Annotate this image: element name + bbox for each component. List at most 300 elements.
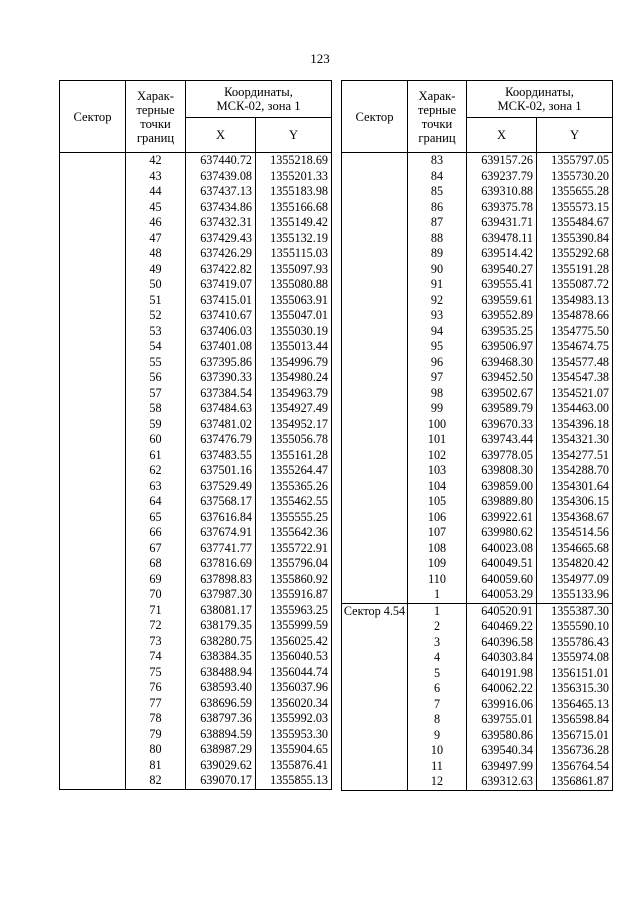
sector-cell bbox=[342, 759, 408, 775]
sector-cell bbox=[60, 231, 126, 247]
table-row bbox=[342, 541, 613, 557]
point-number-cell: 54 bbox=[126, 339, 186, 355]
point-number-cell: 106 bbox=[408, 510, 467, 526]
point-number-cell: 102 bbox=[408, 448, 467, 464]
sector-cell bbox=[60, 308, 126, 324]
sector-cell bbox=[60, 277, 126, 293]
x-coordinate-cell: 638593.40 bbox=[186, 680, 256, 696]
sector-cell bbox=[342, 619, 408, 635]
table-row bbox=[60, 727, 332, 743]
table-row bbox=[60, 169, 332, 185]
point-number-cell: 85 bbox=[408, 184, 467, 200]
y-coordinate-cell: 1355730.20 bbox=[537, 169, 613, 185]
y-coordinate-cell: 1355953.30 bbox=[256, 727, 332, 743]
table-row bbox=[342, 215, 613, 231]
x-coordinate-cell: 639237.79 bbox=[467, 169, 537, 185]
y-coordinate-cell: 1355063.91 bbox=[256, 293, 332, 309]
point-number-cell: 52 bbox=[126, 308, 186, 324]
x-coordinate-cell: 637674.91 bbox=[186, 525, 256, 541]
x-coordinate-cell: 637395.86 bbox=[186, 355, 256, 371]
point-number-cell: 100 bbox=[408, 417, 467, 433]
table-row bbox=[342, 246, 613, 262]
y-coordinate-cell: 1356598.84 bbox=[537, 712, 613, 728]
table-row bbox=[342, 200, 613, 216]
y-coordinate-cell: 1355132.19 bbox=[256, 231, 332, 247]
x-coordinate-cell: 637406.03 bbox=[186, 324, 256, 340]
x-coordinate-cell: 640469.22 bbox=[467, 619, 537, 635]
x-coordinate-cell: 639540.34 bbox=[467, 743, 537, 759]
sector-cell bbox=[342, 494, 408, 510]
x-coordinate-cell: 639497.99 bbox=[467, 759, 537, 775]
sector-cell bbox=[342, 153, 408, 169]
x-coordinate-cell: 639312.63 bbox=[467, 774, 537, 790]
sector-cell bbox=[342, 556, 408, 572]
x-coordinate-cell: 639540.27 bbox=[467, 262, 537, 278]
point-number-cell: 65 bbox=[126, 510, 186, 526]
x-coordinate-cell: 638280.75 bbox=[186, 634, 256, 650]
table-row bbox=[342, 650, 613, 666]
y-coordinate-cell: 1355999.59 bbox=[256, 618, 332, 634]
table-row bbox=[342, 401, 613, 417]
sector-cell bbox=[342, 169, 408, 185]
sector-cell bbox=[342, 277, 408, 293]
table-row bbox=[60, 386, 332, 402]
sector-cell bbox=[60, 463, 126, 479]
table-row bbox=[342, 448, 613, 464]
y-coordinate-cell: 1355390.84 bbox=[537, 231, 613, 247]
header-x: X bbox=[186, 118, 256, 153]
sector-cell bbox=[60, 370, 126, 386]
point-number-cell: 60 bbox=[126, 432, 186, 448]
table-row bbox=[60, 355, 332, 371]
header-x: X bbox=[467, 118, 537, 153]
sector-cell bbox=[342, 339, 408, 355]
y-coordinate-cell: 1354665.68 bbox=[537, 541, 613, 557]
sector-cell bbox=[60, 448, 126, 464]
y-coordinate-cell: 1356715.01 bbox=[537, 728, 613, 744]
y-coordinate-cell: 1356025.42 bbox=[256, 634, 332, 650]
y-coordinate-cell: 1354674.75 bbox=[537, 339, 613, 355]
x-coordinate-cell: 639552.89 bbox=[467, 308, 537, 324]
table-row bbox=[342, 525, 613, 541]
x-coordinate-cell: 639514.42 bbox=[467, 246, 537, 262]
x-coordinate-cell: 637384.54 bbox=[186, 386, 256, 402]
point-number-cell: 57 bbox=[126, 386, 186, 402]
x-coordinate-cell: 639778.05 bbox=[467, 448, 537, 464]
point-number-cell: 110 bbox=[408, 572, 467, 588]
point-number-cell: 53 bbox=[126, 324, 186, 340]
table-row bbox=[60, 758, 332, 774]
point-number-cell: 56 bbox=[126, 370, 186, 386]
header-sector: Сектор bbox=[342, 81, 408, 153]
x-coordinate-cell: 639859.00 bbox=[467, 479, 537, 495]
sector-cell bbox=[60, 246, 126, 262]
y-coordinate-cell: 1354547.38 bbox=[537, 370, 613, 386]
y-coordinate-cell: 1354980.24 bbox=[256, 370, 332, 386]
table-row bbox=[342, 728, 613, 744]
sector-cell bbox=[60, 355, 126, 371]
table-row bbox=[342, 587, 613, 603]
sector-cell bbox=[342, 401, 408, 417]
point-number-cell: 75 bbox=[126, 665, 186, 681]
sector-cell bbox=[60, 417, 126, 433]
table-row bbox=[60, 525, 332, 541]
x-coordinate-cell: 637529.49 bbox=[186, 479, 256, 495]
x-coordinate-cell: 639375.78 bbox=[467, 200, 537, 216]
sector-cell bbox=[342, 510, 408, 526]
x-coordinate-cell: 637439.08 bbox=[186, 169, 256, 185]
x-coordinate-cell: 639808.30 bbox=[467, 463, 537, 479]
x-coordinate-cell: 640062.22 bbox=[467, 681, 537, 697]
point-number-cell: 87 bbox=[408, 215, 467, 231]
point-number-cell: 107 bbox=[408, 525, 467, 541]
x-coordinate-cell: 639755.01 bbox=[467, 712, 537, 728]
point-number-cell: 74 bbox=[126, 649, 186, 665]
x-coordinate-cell: 637410.67 bbox=[186, 308, 256, 324]
point-number-cell: 76 bbox=[126, 680, 186, 696]
header-y: Y bbox=[256, 118, 332, 153]
table-row bbox=[342, 681, 613, 697]
sector-cell bbox=[60, 432, 126, 448]
table-row bbox=[60, 665, 332, 681]
point-number-cell: 9 bbox=[408, 728, 467, 744]
point-number-cell: 98 bbox=[408, 386, 467, 402]
table-row bbox=[60, 696, 332, 712]
sector-cell bbox=[342, 541, 408, 557]
table-row bbox=[342, 417, 613, 433]
point-number-cell: 59 bbox=[126, 417, 186, 433]
x-coordinate-cell: 639431.71 bbox=[467, 215, 537, 231]
point-number-cell: 71 bbox=[126, 603, 186, 619]
y-coordinate-cell: 1354577.48 bbox=[537, 355, 613, 371]
sector-cell bbox=[342, 743, 408, 759]
table-row bbox=[60, 417, 332, 433]
sector-cell bbox=[60, 603, 126, 619]
coordinates-table-right bbox=[341, 80, 613, 791]
sector-cell bbox=[60, 169, 126, 185]
x-coordinate-cell: 640023.08 bbox=[467, 541, 537, 557]
point-number-cell: 4 bbox=[408, 650, 467, 666]
point-number-cell: 2 bbox=[408, 619, 467, 635]
table-row bbox=[60, 603, 332, 619]
sector-cell bbox=[342, 572, 408, 588]
y-coordinate-cell: 1355365.26 bbox=[256, 479, 332, 495]
coordinates-table-left bbox=[59, 80, 332, 790]
table-row bbox=[60, 572, 332, 588]
x-coordinate-cell: 640303.84 bbox=[467, 650, 537, 666]
x-coordinate-cell: 637476.79 bbox=[186, 432, 256, 448]
x-coordinate-cell: 637415.01 bbox=[186, 293, 256, 309]
point-number-cell: 78 bbox=[126, 711, 186, 727]
x-coordinate-cell: 639070.17 bbox=[186, 773, 256, 789]
y-coordinate-cell: 1354368.67 bbox=[537, 510, 613, 526]
x-coordinate-cell: 640053.29 bbox=[467, 587, 537, 603]
sector-cell bbox=[342, 587, 408, 603]
table-row bbox=[60, 541, 332, 557]
x-coordinate-cell: 637898.83 bbox=[186, 572, 256, 588]
x-coordinate-cell: 638081.17 bbox=[186, 603, 256, 619]
y-coordinate-cell: 1355916.87 bbox=[256, 587, 332, 603]
x-coordinate-cell: 640059.60 bbox=[467, 572, 537, 588]
table-body-right bbox=[342, 153, 613, 791]
table-row bbox=[60, 556, 332, 572]
sector-cell bbox=[342, 262, 408, 278]
point-number-cell: 3 bbox=[408, 635, 467, 651]
table-row bbox=[342, 277, 613, 293]
point-number-cell: 70 bbox=[126, 587, 186, 603]
x-coordinate-cell: 637616.84 bbox=[186, 510, 256, 526]
sector-cell bbox=[60, 572, 126, 588]
point-number-cell: 105 bbox=[408, 494, 467, 510]
y-coordinate-cell: 1355387.30 bbox=[537, 603, 613, 619]
sector-cell bbox=[60, 696, 126, 712]
sector-cell bbox=[60, 184, 126, 200]
point-number-cell: 72 bbox=[126, 618, 186, 634]
table-row bbox=[60, 293, 332, 309]
y-coordinate-cell: 1356037.96 bbox=[256, 680, 332, 696]
sector-cell bbox=[342, 215, 408, 231]
point-number-cell: 49 bbox=[126, 262, 186, 278]
sector-cell bbox=[60, 293, 126, 309]
x-coordinate-cell: 637816.69 bbox=[186, 556, 256, 572]
x-coordinate-cell: 639310.88 bbox=[467, 184, 537, 200]
sector-cell bbox=[342, 463, 408, 479]
table-row bbox=[60, 494, 332, 510]
header-coordinates: Координаты, МСК-02, зона 1 bbox=[186, 81, 332, 118]
y-coordinate-cell: 1356151.01 bbox=[537, 666, 613, 682]
y-coordinate-cell: 1355992.03 bbox=[256, 711, 332, 727]
x-coordinate-cell: 639452.50 bbox=[467, 370, 537, 386]
table-row bbox=[60, 215, 332, 231]
table-row bbox=[60, 618, 332, 634]
sector-cell bbox=[342, 525, 408, 541]
point-number-cell: 73 bbox=[126, 634, 186, 650]
table-row bbox=[60, 463, 332, 479]
table-row bbox=[342, 184, 613, 200]
table-row bbox=[342, 510, 613, 526]
x-coordinate-cell: 639916.06 bbox=[467, 697, 537, 713]
point-number-cell: 61 bbox=[126, 448, 186, 464]
table-row bbox=[342, 386, 613, 402]
y-coordinate-cell: 1354463.00 bbox=[537, 401, 613, 417]
table-row bbox=[60, 587, 332, 603]
x-coordinate-cell: 637429.43 bbox=[186, 231, 256, 247]
x-coordinate-cell: 639502.67 bbox=[467, 386, 537, 402]
table-row bbox=[60, 339, 332, 355]
x-coordinate-cell: 637434.86 bbox=[186, 200, 256, 216]
y-coordinate-cell: 1355218.69 bbox=[256, 153, 332, 169]
sector-cell bbox=[342, 246, 408, 262]
point-number-cell: 101 bbox=[408, 432, 467, 448]
sector-cell bbox=[60, 510, 126, 526]
point-number-cell: 44 bbox=[126, 184, 186, 200]
page-number: 123 bbox=[310, 51, 330, 66]
sector-cell bbox=[342, 479, 408, 495]
table-row bbox=[60, 680, 332, 696]
y-coordinate-cell: 1355655.28 bbox=[537, 184, 613, 200]
x-coordinate-cell: 639559.61 bbox=[467, 293, 537, 309]
y-coordinate-cell: 1354927.49 bbox=[256, 401, 332, 417]
point-number-cell: 104 bbox=[408, 479, 467, 495]
point-number-cell: 108 bbox=[408, 541, 467, 557]
point-number-cell: 11 bbox=[408, 759, 467, 775]
point-number-cell: 84 bbox=[408, 169, 467, 185]
table-row bbox=[60, 308, 332, 324]
table-row bbox=[342, 169, 613, 185]
table-row bbox=[342, 743, 613, 759]
sector-cell bbox=[60, 634, 126, 650]
sector-cell bbox=[60, 339, 126, 355]
point-number-cell: 48 bbox=[126, 246, 186, 262]
y-coordinate-cell: 1355797.05 bbox=[537, 153, 613, 169]
y-coordinate-cell: 1354977.09 bbox=[537, 572, 613, 588]
y-coordinate-cell: 1354321.30 bbox=[537, 432, 613, 448]
sector-cell bbox=[60, 618, 126, 634]
y-coordinate-cell: 1355860.92 bbox=[256, 572, 332, 588]
x-coordinate-cell: 637426.29 bbox=[186, 246, 256, 262]
y-coordinate-cell: 1355201.33 bbox=[256, 169, 332, 185]
y-coordinate-cell: 1355590.10 bbox=[537, 619, 613, 635]
y-coordinate-cell: 1355555.25 bbox=[256, 510, 332, 526]
sector-cell bbox=[342, 697, 408, 713]
sector-cell bbox=[60, 665, 126, 681]
y-coordinate-cell: 1356764.54 bbox=[537, 759, 613, 775]
y-coordinate-cell: 1355642.36 bbox=[256, 525, 332, 541]
point-number-cell: 96 bbox=[408, 355, 467, 371]
sector-cell bbox=[60, 711, 126, 727]
y-coordinate-cell: 1354878.66 bbox=[537, 308, 613, 324]
point-number-cell: 46 bbox=[126, 215, 186, 231]
table-row bbox=[60, 370, 332, 386]
sector-cell bbox=[342, 324, 408, 340]
table-row bbox=[342, 262, 613, 278]
table-row bbox=[342, 463, 613, 479]
y-coordinate-cell: 1355013.44 bbox=[256, 339, 332, 355]
x-coordinate-cell: 639478.11 bbox=[467, 231, 537, 247]
table-row bbox=[60, 246, 332, 262]
header-sector: Сектор bbox=[60, 81, 126, 153]
point-number-cell: 67 bbox=[126, 541, 186, 557]
point-number-cell: 109 bbox=[408, 556, 467, 572]
point-number-cell: 50 bbox=[126, 277, 186, 293]
y-coordinate-cell: 1355047.01 bbox=[256, 308, 332, 324]
sector-cell bbox=[342, 774, 408, 790]
x-coordinate-cell: 639580.86 bbox=[467, 728, 537, 744]
table-body-left bbox=[60, 153, 332, 790]
y-coordinate-cell: 1355904.65 bbox=[256, 742, 332, 758]
x-coordinate-cell: 637390.33 bbox=[186, 370, 256, 386]
table-row bbox=[342, 572, 613, 588]
x-coordinate-cell: 637419.07 bbox=[186, 277, 256, 293]
x-coordinate-cell: 639743.44 bbox=[467, 432, 537, 448]
x-coordinate-cell: 637432.31 bbox=[186, 215, 256, 231]
sector-cell bbox=[342, 308, 408, 324]
y-coordinate-cell: 1354301.64 bbox=[537, 479, 613, 495]
y-coordinate-cell: 1356040.53 bbox=[256, 649, 332, 665]
sector-cell bbox=[342, 417, 408, 433]
point-number-cell: 82 bbox=[126, 773, 186, 789]
point-number-cell: 68 bbox=[126, 556, 186, 572]
y-coordinate-cell: 1354963.79 bbox=[256, 386, 332, 402]
y-coordinate-cell: 1355462.55 bbox=[256, 494, 332, 510]
table-row bbox=[60, 277, 332, 293]
x-coordinate-cell: 639029.62 bbox=[186, 758, 256, 774]
y-coordinate-cell: 1355149.42 bbox=[256, 215, 332, 231]
sector-cell bbox=[60, 556, 126, 572]
table-row bbox=[342, 619, 613, 635]
y-coordinate-cell: 1354775.50 bbox=[537, 324, 613, 340]
header-points: Харак- терные точки границ bbox=[126, 81, 186, 153]
sector-cell bbox=[342, 355, 408, 371]
point-number-cell: 1 bbox=[408, 587, 467, 603]
sector-cell bbox=[342, 728, 408, 744]
y-coordinate-cell: 1356044.74 bbox=[256, 665, 332, 681]
point-number-cell: 1 bbox=[408, 603, 467, 619]
table-row bbox=[342, 556, 613, 572]
y-coordinate-cell: 1354306.15 bbox=[537, 494, 613, 510]
y-coordinate-cell: 1354983.13 bbox=[537, 293, 613, 309]
y-coordinate-cell: 1356736.28 bbox=[537, 743, 613, 759]
table-row bbox=[342, 153, 613, 169]
point-number-cell: 89 bbox=[408, 246, 467, 262]
sector-cell bbox=[342, 650, 408, 666]
x-coordinate-cell: 637422.82 bbox=[186, 262, 256, 278]
y-coordinate-cell: 1355786.43 bbox=[537, 635, 613, 651]
y-coordinate-cell: 1355292.68 bbox=[537, 246, 613, 262]
x-coordinate-cell: 639157.26 bbox=[467, 153, 537, 169]
sector-cell bbox=[60, 773, 126, 789]
y-coordinate-cell: 1355796.04 bbox=[256, 556, 332, 572]
table-row bbox=[60, 510, 332, 526]
y-coordinate-cell: 1355133.96 bbox=[537, 587, 613, 603]
y-coordinate-cell: 1356465.13 bbox=[537, 697, 613, 713]
x-coordinate-cell: 639468.30 bbox=[467, 355, 537, 371]
point-number-cell: 43 bbox=[126, 169, 186, 185]
sector-cell bbox=[60, 324, 126, 340]
point-number-cell: 7 bbox=[408, 697, 467, 713]
point-number-cell: 90 bbox=[408, 262, 467, 278]
table-row bbox=[60, 742, 332, 758]
y-coordinate-cell: 1354820.42 bbox=[537, 556, 613, 572]
header-coordinates: Координаты, МСК-02, зона 1 bbox=[467, 81, 613, 118]
x-coordinate-cell: 639589.79 bbox=[467, 401, 537, 417]
sector-cell bbox=[342, 432, 408, 448]
table-row bbox=[60, 448, 332, 464]
point-number-cell: 93 bbox=[408, 308, 467, 324]
x-coordinate-cell: 640520.91 bbox=[467, 603, 537, 619]
point-number-cell: 62 bbox=[126, 463, 186, 479]
x-coordinate-cell: 637483.55 bbox=[186, 448, 256, 464]
point-number-cell: 45 bbox=[126, 200, 186, 216]
y-coordinate-cell: 1354521.07 bbox=[537, 386, 613, 402]
y-coordinate-cell: 1355097.93 bbox=[256, 262, 332, 278]
table-row bbox=[342, 479, 613, 495]
x-coordinate-cell: 639922.61 bbox=[467, 510, 537, 526]
header-y: Y bbox=[537, 118, 613, 153]
point-number-cell: 63 bbox=[126, 479, 186, 495]
point-number-cell: 10 bbox=[408, 743, 467, 759]
y-coordinate-cell: 1355876.41 bbox=[256, 758, 332, 774]
point-number-cell: 77 bbox=[126, 696, 186, 712]
x-coordinate-cell: 637741.77 bbox=[186, 541, 256, 557]
table-row bbox=[60, 231, 332, 247]
point-number-cell: 51 bbox=[126, 293, 186, 309]
y-coordinate-cell: 1356020.34 bbox=[256, 696, 332, 712]
sector-cell: Сектор 4.54 bbox=[342, 603, 408, 619]
point-number-cell: 69 bbox=[126, 572, 186, 588]
table-row bbox=[60, 153, 332, 169]
table-row bbox=[342, 635, 613, 651]
